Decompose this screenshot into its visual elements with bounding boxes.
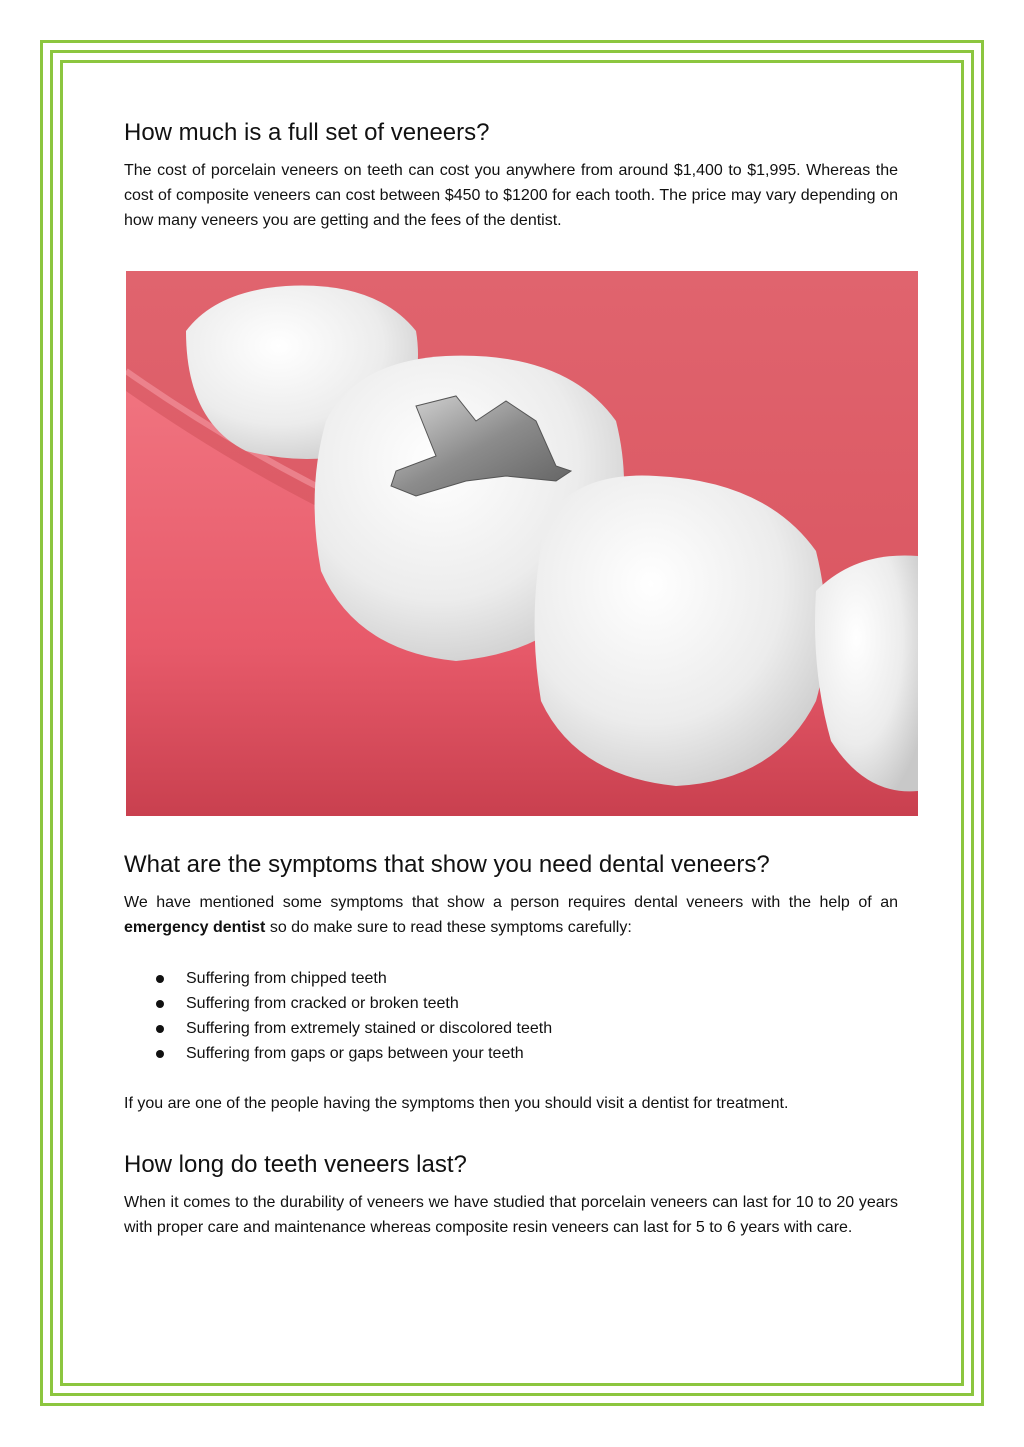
document-content: [124, 118, 898, 1240]
list-item: [124, 966, 898, 991]
list-item: [124, 1041, 898, 1066]
bullet-icon: [156, 1000, 164, 1008]
paragraph-symptoms-closing: If you are one of the people having the symptoms then you should visit a dentist for treatment.: [124, 1095, 789, 1112]
heading-symptoms: What are the symptoms that show you need dental veneers?: [124, 851, 770, 878]
list-item: [124, 1016, 898, 1041]
bullet-icon: [156, 1025, 164, 1033]
intro-text-before: We have mentioned some symptoms that show a person requires dental veneers with the help of an: [124, 894, 898, 911]
section-veneer-lifespan: [124, 1150, 898, 1240]
symptoms-list: [124, 966, 898, 1066]
list-item-text: Suffering from cracked or broken teeth: [186, 995, 459, 1012]
list-item: [124, 991, 898, 1016]
list-item-text: Suffering from gaps or gaps between your teeth: [186, 1045, 524, 1062]
paragraph-symptoms-intro: [124, 890, 898, 940]
paragraph-veneer-lifespan: When it comes to the durability of veneers we have studied that porcelain veneers can last for 10 to 20 years with proper care and maintenance whereas composite resin veneers can last for 5 to 6 years with care.: [124, 1194, 898, 1236]
bullet-icon: [156, 1050, 164, 1058]
heading-veneer-lifespan: How long do teeth veneers last?: [124, 1151, 467, 1178]
heading-veneer-cost: How much is a full set of veneers?: [124, 119, 490, 146]
tooth-filling-illustration: [126, 271, 918, 816]
list-item-text: Suffering from extremely stained or discolored teeth: [186, 1020, 553, 1037]
bullet-icon: [156, 975, 164, 983]
intro-text-after: so do make sure to read these symptoms carefully:: [265, 919, 632, 936]
paragraph-veneer-cost: The cost of porcelain veneers on teeth can cost you anywhere from around $1,400 to $1,995. Whereas the cost of composite veneers can cost between $450 to $1200 for each tooth. The price may vary depending on how many veneers you are getting and the fees of the dentist.: [124, 162, 898, 229]
tooth-front: [535, 476, 826, 786]
list-item-text: Suffering from chipped teeth: [186, 970, 387, 987]
emergency-dentist-term: emergency dentist: [124, 919, 266, 936]
